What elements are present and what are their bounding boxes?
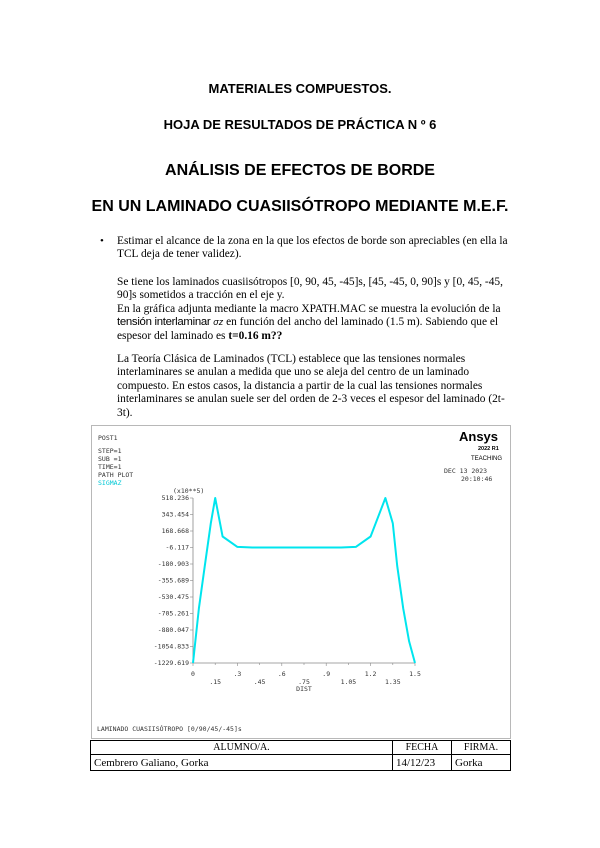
date-label: DEC 13 2023 xyxy=(444,467,488,475)
x-tick-label: .3 xyxy=(233,670,242,678)
series-label: SIGMAZ xyxy=(98,479,122,487)
sheet-title: HOJA DE RESULTADOS DE PRÁCTICA N º 6 xyxy=(163,117,437,132)
header-signature: FIRMA. xyxy=(452,741,511,755)
header-date: FECHA xyxy=(393,741,452,755)
y-tick-label: -355.689 xyxy=(157,576,189,585)
plot-footer: LAMINADO CUASIISÓTROPO [0/90/45/-45]s xyxy=(97,725,242,733)
width-text: en función del ancho del laminado (1.5 m). Sabiendo que el espesor del laminado es xyxy=(117,316,499,342)
stress-term: tensión interlaminar xyxy=(117,316,211,329)
signature: Gorka xyxy=(452,755,511,771)
ansys-version: 2022 R1 xyxy=(478,446,499,452)
post-label: POST1 xyxy=(98,434,118,442)
x-tick-label: .9 xyxy=(322,670,331,678)
ansys-teaching: TEACHING xyxy=(471,456,503,462)
sigma-symbol: σz xyxy=(213,317,224,328)
analysis-subtitle: EN UN LAMINADO CUASIISÓTROPO MEDIANTE M.E.F. xyxy=(91,198,509,215)
x-tick-label-lower: .75 xyxy=(298,678,310,686)
bullet-icon: • xyxy=(100,235,104,247)
y-tick-label: -530.475 xyxy=(157,593,189,601)
header-student: ALUMNO/A. xyxy=(91,741,393,755)
y-tick-label: -880.047 xyxy=(157,626,189,634)
x-tick-label: 1.5 xyxy=(409,670,421,678)
y-tick-label: -1229.619 xyxy=(153,659,189,667)
table-row xyxy=(91,755,511,771)
x-axis-label: DIST xyxy=(296,685,312,693)
ansys-brand: Ansys xyxy=(459,429,499,444)
y-tick-label: -1054.833 xyxy=(153,642,189,651)
laminate-text: Se tiene los laminados cuasiisótropos [0, 90, 45, -45]s, [45, -45, 0, 90]s y [0, 45, -45, 90]s sometidos a tracción en el eje y. xyxy=(117,276,503,302)
y-tick-label: 168.668 xyxy=(161,527,189,535)
time-stamp: 20:10:46 xyxy=(461,475,493,483)
task-paragraph: Estimar el alcance de la zona en la que los efectos de borde son apreciables (en ella la TCL deja de tener validez). xyxy=(117,235,508,261)
student-name: Cembrero Galiano, Gorka xyxy=(91,755,393,771)
y-tick-label: 518.236 xyxy=(161,494,189,502)
path-label: PATH PLOT xyxy=(98,471,134,479)
course-title: MATERIALES COMPUESTOS. xyxy=(208,81,392,96)
y-tick-label: -705.261 xyxy=(157,609,189,618)
laminate-paragraph xyxy=(117,276,512,343)
x-tick-label-lower: .45 xyxy=(253,678,266,686)
sub-label: SUB =1 xyxy=(98,455,122,463)
tcl-paragraph: La Teoría Clásica de Laminados (TCL) establece que las tensiones normales interlaminares se anulan a medida que uno se aleja del centro de un laminado compuesto. En estos casos, la distancia a partir de la cual las tensiones normales interlaminares se anulan suele ser del orden de 2-3 veces el espesor del laminado (2t-3t). xyxy=(117,353,505,419)
y-tick-label: -6.117 xyxy=(165,543,189,552)
x-tick-label-lower: .15 xyxy=(209,678,222,686)
x-tick-label: 1.2 xyxy=(364,670,377,678)
y-axis-label: (x10**5) xyxy=(173,487,205,495)
table-header-row xyxy=(91,741,511,755)
analysis-title: ANÁLISIS DE EFECTOS DE BORDE xyxy=(165,162,435,179)
step-label: STEP=1 xyxy=(98,447,122,455)
x-tick-label-lower: 1.35 xyxy=(384,678,401,686)
plot-canvas xyxy=(91,425,511,739)
student-table xyxy=(90,740,511,771)
x-tick-label: .6 xyxy=(277,670,286,678)
time-label: TIME=1 xyxy=(98,463,122,471)
thickness-value: t=0.16 m?? xyxy=(228,329,283,342)
submission-date: 14/12/23 xyxy=(393,755,452,771)
macro-text: En la gráfica adjunta mediante la macro XPATH.MAC se muestra la evolución de la xyxy=(117,302,501,315)
x-tick-label-lower: 1.05 xyxy=(340,678,357,686)
y-tick-label: -180.903 xyxy=(157,560,189,568)
x-tick-label: 0 xyxy=(191,670,195,678)
ansys-plot xyxy=(91,425,511,739)
y-tick-label: 343.454 xyxy=(161,510,189,519)
